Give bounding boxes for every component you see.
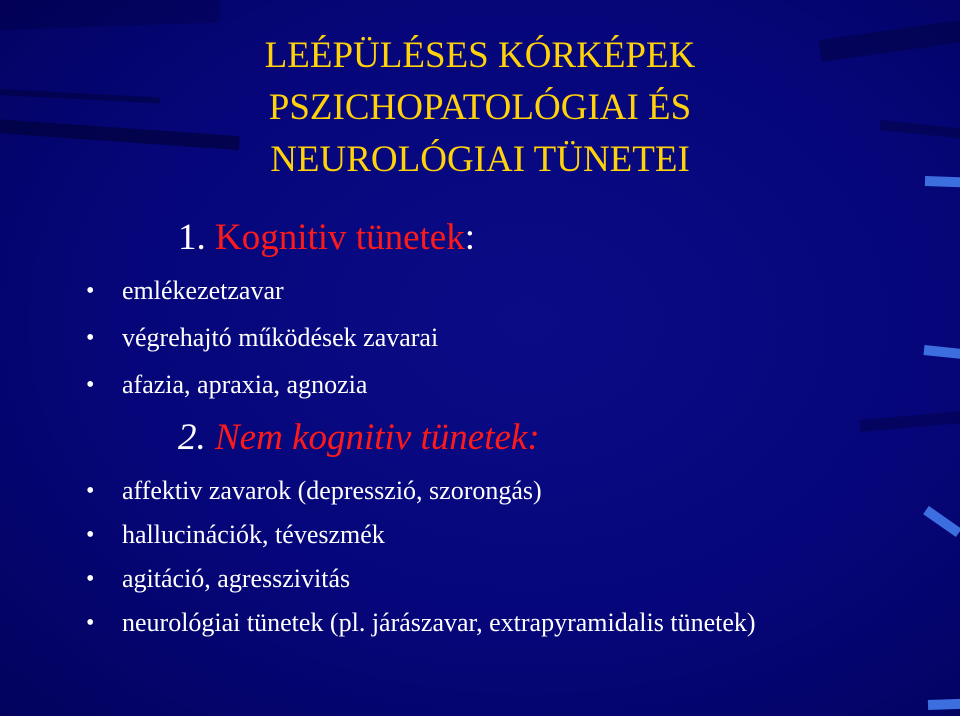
title-line-3: NEUROLÓGIAI TÜNETEI xyxy=(270,139,690,180)
accent-bar xyxy=(923,506,960,537)
section-1-label: Kognitiv tünetek xyxy=(215,217,465,258)
list-item-text: hallucinációk, téveszmék xyxy=(122,520,385,549)
title-line-2: PSZICHOPATOLÓGIAI ÉS xyxy=(268,87,692,128)
accent-bar xyxy=(923,345,960,359)
decorative-band xyxy=(0,0,220,30)
list-item-text: agitáció, agresszivitás xyxy=(122,564,351,593)
bullet-icon: • xyxy=(86,278,95,304)
slide-title xyxy=(0,30,960,186)
list-item-text: emlékezetzavar xyxy=(122,276,284,305)
list-item-text: neurológiai tünetek (pl. járászavar, extrapyramidalis tünetek) xyxy=(122,608,756,637)
accent-bar xyxy=(928,699,960,710)
section-1-heading xyxy=(178,218,475,258)
section-1-suffix: : xyxy=(464,217,475,258)
bullet-icon: • xyxy=(86,372,95,398)
section-2-label: Nem kognitiv tünetek: xyxy=(215,417,540,458)
list-item xyxy=(0,370,900,400)
bullet-icon: • xyxy=(86,566,95,592)
list-item-text: affektiv zavarok (depresszió, szorongás) xyxy=(122,476,542,505)
bullet-icon: • xyxy=(86,325,95,351)
bullet-icon: • xyxy=(86,522,95,548)
list-item xyxy=(0,476,900,506)
bullet-icon: • xyxy=(86,478,95,504)
bullet-icon: • xyxy=(86,610,95,636)
section-2-heading xyxy=(178,418,540,458)
list-item xyxy=(0,520,900,550)
section-2-number: 2. xyxy=(178,417,206,458)
list-item-text: afazia, apraxia, agnozia xyxy=(122,370,368,399)
list-item xyxy=(0,608,900,638)
section-1-number: 1. xyxy=(178,217,206,258)
list-item xyxy=(0,564,900,594)
title-line-1: LEÉPÜLÉSES KÓRKÉPEK xyxy=(264,35,696,76)
list-item xyxy=(0,323,900,353)
section-2-list xyxy=(0,476,900,638)
section-1-list xyxy=(0,276,900,417)
list-item-text: végrehajtó működések zavarai xyxy=(122,323,439,352)
list-item xyxy=(0,276,900,306)
